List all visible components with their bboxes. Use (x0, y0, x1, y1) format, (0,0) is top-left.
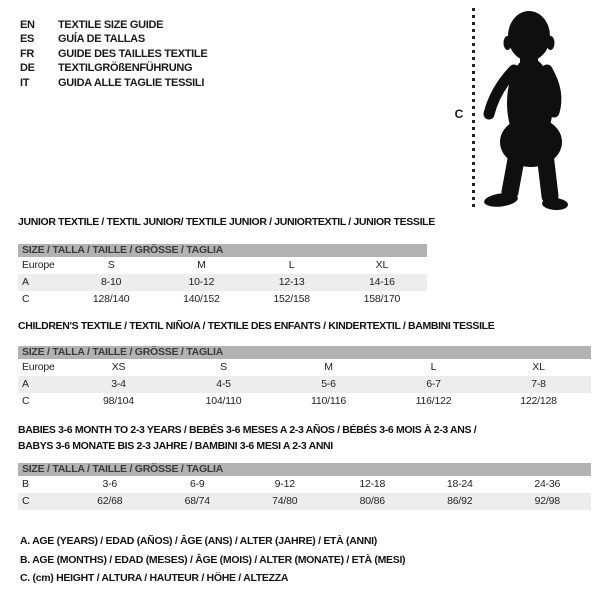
babies-title-line2: BABYS 3-6 MONATE BIS 2-3 JAHRE / BAMBINI 3-6 MESI A 2-3 ANNI (18, 440, 333, 452)
table-size-header: SIZE / TALLA / TAILLE / GRÖSSE / TAGLIA (18, 346, 591, 359)
size-cell: 122/128 (520, 395, 557, 407)
guide-title-de: TEXTILGRÖßENFÜHRUNG (58, 62, 193, 75)
toddler-silhouette-icon (480, 6, 600, 213)
size-cell: 14-16 (368, 276, 395, 288)
size-cell: 74/80 (272, 495, 298, 507)
row-label: A (22, 276, 29, 288)
size-cell: 3-6 (102, 478, 118, 490)
size-cell: XS (111, 361, 126, 373)
language-code: IT (20, 76, 30, 89)
size-cell: 152/158 (273, 293, 310, 305)
size-cell: 3-4 (111, 378, 126, 390)
size-cell: 6-7 (426, 378, 441, 390)
size-cell: 92/98 (534, 495, 560, 507)
language-row-en (20, 18, 207, 32)
size-cell: L (430, 361, 437, 373)
size-cell: 7-8 (531, 378, 546, 390)
size-cell: XL (375, 259, 389, 271)
size-cell: 68/74 (184, 495, 210, 507)
table-size-header: SIZE / TALLA / TAILLE / GRÖSSE / TAGLIA (18, 244, 427, 257)
language-title-list (20, 18, 207, 90)
size-cell: 140/152 (183, 293, 220, 305)
size-cell: 4-5 (216, 378, 231, 390)
size-cell: S (107, 259, 115, 271)
babies-size-table (18, 463, 591, 510)
measurement-legend (20, 532, 405, 588)
height-measure-dotted-line (472, 8, 475, 208)
size-cell: 12-13 (278, 276, 305, 288)
size-cell: 86/92 (447, 495, 473, 507)
row-label: B (22, 478, 29, 490)
table-row-a (18, 274, 427, 291)
size-cell: 10-12 (188, 276, 215, 288)
babies-title-line1: BABIES 3-6 MONTH TO 2-3 YEARS / BEBÉS 3-6 MESES A 2-3 AÑOS / BÉBÉS 3-6 MOIS À 2-3 ANS / (18, 424, 477, 436)
size-cell: M (324, 361, 333, 373)
table-row-b (18, 476, 591, 493)
size-cell: 5-6 (321, 378, 336, 390)
size-cell: 9-12 (274, 478, 295, 490)
size-cell: M (197, 259, 206, 271)
size-cell: 80/86 (359, 495, 385, 507)
legend-age-years: A. AGE (YEARS) / EDAD (AÑOS) / ÂGE (ANS) / ALTER (JAHRE) / ETÀ (ANNI) (20, 535, 377, 547)
language-code: ES (20, 33, 35, 46)
guide-title-it: GUIDA ALLE TAGLIE TESSILI (58, 76, 205, 89)
row-label: C (22, 293, 30, 305)
language-row-it (20, 76, 207, 90)
children-size-table (18, 346, 591, 410)
babies-table-title (18, 422, 476, 454)
size-cell: 12-18 (359, 478, 386, 490)
table-row-europe (18, 359, 591, 376)
table-row-c (18, 291, 427, 308)
language-code: FR (20, 47, 35, 60)
junior-size-table (18, 244, 427, 308)
row-label: Europe (22, 259, 55, 271)
legend-height-cm: C. (cm) HEIGHT / ALTURA / HAUTEUR / HÖHE / ALTEZZA (20, 572, 289, 584)
size-cell: XL (532, 361, 545, 373)
size-cell: L (288, 259, 295, 271)
language-row-es (20, 32, 207, 46)
language-code: DE (20, 62, 35, 75)
table-row-a (18, 376, 591, 393)
size-cell: S (220, 361, 227, 373)
row-label: Europe (22, 361, 55, 373)
size-cell: 158/170 (363, 293, 401, 305)
size-cell: 62/68 (97, 495, 123, 507)
guide-title-en: TEXTILE SIZE GUIDE (58, 19, 164, 31)
size-cell: 18-24 (446, 478, 473, 490)
size-cell: 116/122 (415, 395, 452, 407)
row-label: C (22, 495, 30, 507)
size-cell: 98/104 (103, 395, 134, 407)
size-cell: 128/140 (92, 293, 130, 305)
language-row-fr (20, 47, 207, 61)
figure-height-label: C (454, 107, 464, 121)
guide-title-fr: GUIDE DES TAILLES TEXTILE (58, 47, 208, 60)
legend-age-months: B. AGE (MONTHS) / EDAD (MESES) / ÂGE (MOIS) / ALTER (MONATE) / ETÀ (MESI) (20, 553, 406, 566)
language-code: EN (20, 19, 35, 31)
children-table-title: CHILDREN'S TEXTILE / TEXTIL NIÑO/A / TEXTILE DES ENFANTS / KINDERTEXTIL / BAMBINI TESSILE (18, 320, 495, 332)
language-row-de (20, 61, 207, 75)
row-label: A (22, 378, 29, 390)
table-row-c (18, 393, 591, 410)
size-cell: 104/110 (205, 395, 242, 407)
table-row-europe (18, 257, 427, 274)
junior-table-title: JUNIOR TEXTILE / TEXTIL JUNIOR/ TEXTILE JUNIOR / JUNIORTEXTIL / JUNIOR TESSILE (18, 216, 435, 228)
size-cell: 110/116 (311, 395, 346, 407)
row-label: C (22, 395, 30, 407)
table-size-header: SIZE / TALLA / TAILLE / GRÖSSE / TAGLIA (18, 463, 591, 476)
guide-title-es: GUÍA DE TALLAS (58, 33, 145, 46)
table-row-c (18, 493, 591, 510)
size-cell: 8-10 (101, 276, 122, 288)
size-cell: 6-9 (189, 478, 205, 490)
size-cell: 24-36 (534, 478, 561, 490)
